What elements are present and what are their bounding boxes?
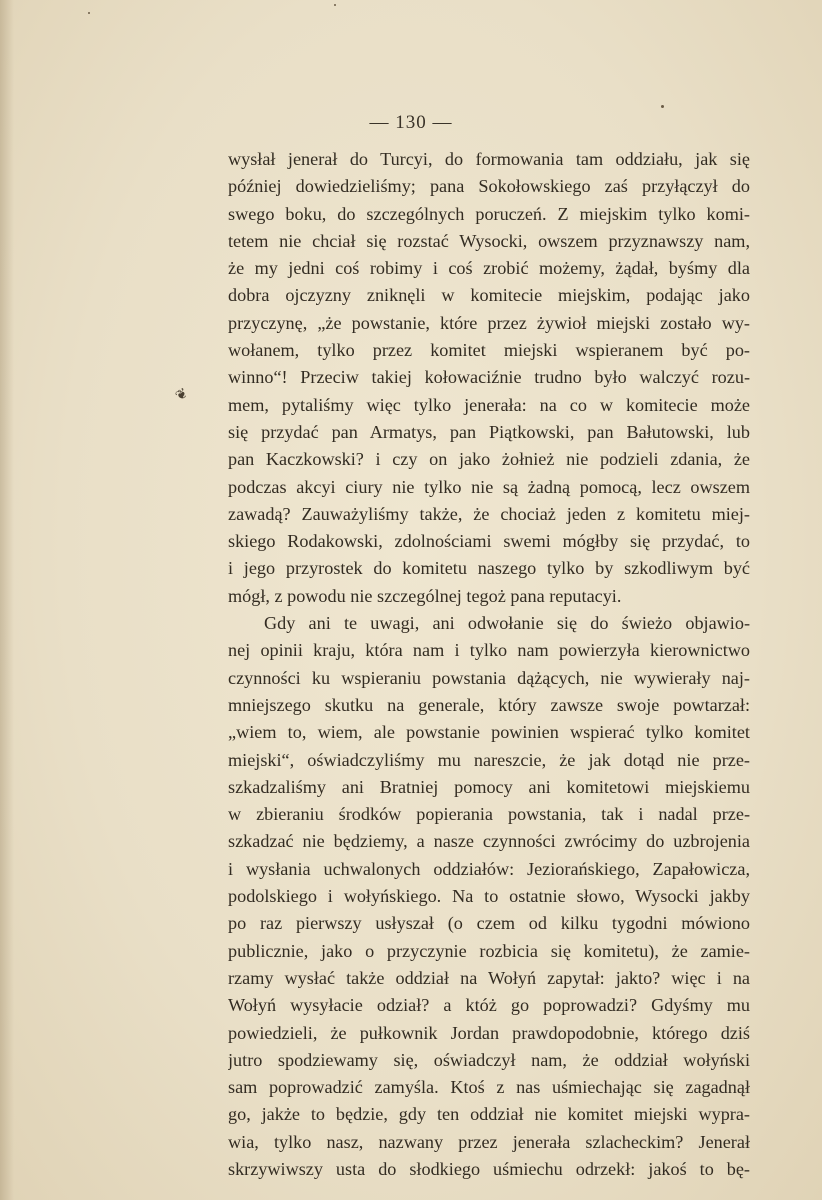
text-line: podczas akcyi ciury nie tylko nie są żadną pomocą, lecz owszem <box>228 476 750 497</box>
text-line: skrzywiwszy usta do słodkiego uśmiechu odrzekł: jakoś to bę- <box>228 1158 750 1179</box>
text-line: wia, tylko nasz, nazwany przez jenerała szlacheckim? Jenerał <box>228 1131 750 1152</box>
text-line: tetem nie chciał się rozstać Wysocki, owszem przyznawszy nam, <box>228 230 750 251</box>
margin-ornament-icon: ❦ <box>172 385 191 405</box>
text-line: i jego przyrostek do komitetu naszego tylko by szkodliwym być <box>228 558 750 579</box>
paper-speck <box>88 12 90 14</box>
text-line: mniejszego skutku na generale, który zawsze swoje powtarzał: <box>228 694 750 715</box>
text-line: się przydać pan Armatys, pan Piątkowski, pan Bałutowski, lub <box>228 421 750 442</box>
text-line: go, jakże to będzie, gdy ten oddział nie komitet miejski wypra- <box>228 1104 750 1125</box>
text-line: podolskiego i wołyńskiego. Na to ostatnie słowo, Wysocki jakby <box>228 886 750 907</box>
text-line: powiedzieli, że pułkownik Jordan prawdopodobnie, którego dziś <box>228 1022 750 1043</box>
page-binding-shadow <box>0 0 14 1200</box>
page-number: — 130 — <box>369 112 453 133</box>
text-line: w zbieraniu środków popierania powstania, tak i nadal prze- <box>228 804 750 825</box>
body-text <box>228 146 750 1183</box>
text-line: szkadzać nie będziemy, a nasze czynności zwrócimy do uzbrojenia <box>228 831 750 852</box>
text-line: zawadą? Zauważyliśmy także, że chociaż jeden z komitetu miej- <box>228 503 750 524</box>
text-line: Wołyń wysyłacie odział? a któż go poprowadzi? Gdyśmy mu <box>228 995 750 1016</box>
text-line: swego boku, do szczególnych poruczeń. Z miejskim tylko komi- <box>228 203 750 224</box>
text-line: mógł, z powodu nie szczególnej tegoż pana reputacyi. <box>228 585 622 606</box>
text-line: skiego Rodakowski, zdolnościami swemi mógłby się przydać, to <box>228 531 750 552</box>
text-line: „wiem to, wiem, ale powstanie powinien wspierać tylko komitet <box>228 722 750 743</box>
text-line: po raz pierwszy usłyszał (o czem od kilku tygodni mówiono <box>228 913 750 934</box>
text-line: sam poprowadzić zamyśla. Ktoś z nas uśmiechając się zagadnął <box>228 1077 750 1098</box>
paragraph <box>228 610 750 1183</box>
paper-speck <box>661 105 664 108</box>
text-line: nej opinii kraju, która nam i tylko nam powierzyła kierownictwo <box>228 640 750 661</box>
text-line: przyczynę, „że powstanie, które przez żywioł miejski zostało wy- <box>228 312 750 333</box>
text-line: publicznie, jako o przyczynie rozbicia się komitetu), że zamie- <box>228 940 750 961</box>
paragraph <box>228 146 750 610</box>
text-line: jutro spodziewamy się, oświadczył nam, że oddział wołyński <box>228 1049 750 1070</box>
paper-speck <box>334 4 336 6</box>
text-line: mem, pytaliśmy więc tylko jenerała: na co w komitecie może <box>228 394 750 415</box>
text-line: i wysłania uchwalonych oddziałów: Jeziorańskiego, Zapałowicza, <box>228 858 750 879</box>
text-line: miejski“, oświadczyliśmy mu nareszcie, że jak dotąd nie prze- <box>228 749 750 770</box>
text-line: szkadzaliśmy ani Bratniej pomocy ani komitetowi miejskiemu <box>228 776 750 797</box>
text-line: czynności ku wspieraniu powstania dążących, nie wywierały naj- <box>228 667 750 688</box>
text-line: rzamy wysłać także oddział na Wołyń zapytał: jakto? więc i na <box>228 967 750 988</box>
text-line: pan Kaczkowski? i czy on jako żołnież nie podzieli zdania, że <box>228 449 750 470</box>
text-line: wysłał jenerał do Turcyi, do formowania tam oddziału, jak się <box>228 149 750 169</box>
text-line: że my jedni coś robimy i coś zrobić możemy, żądał, byśmy dla <box>228 258 750 279</box>
text-line: wołanem, tylko przez komitet miejski wspieranem być po- <box>228 340 750 361</box>
text-line: później dowiedzieliśmy; pana Sokołowskiego zaś przyłączył do <box>228 176 750 197</box>
text-line: dobra ojczyzny zniknęli w komitecie miejskim, podając jako <box>228 285 750 306</box>
text-line: winno“! Przeciw takiej kołowaciźnie trudno było walczyć rozu- <box>228 367 750 388</box>
text-line: Gdy ani te uwagi, ani odwołanie się do świeżo objawio- <box>264 613 750 634</box>
